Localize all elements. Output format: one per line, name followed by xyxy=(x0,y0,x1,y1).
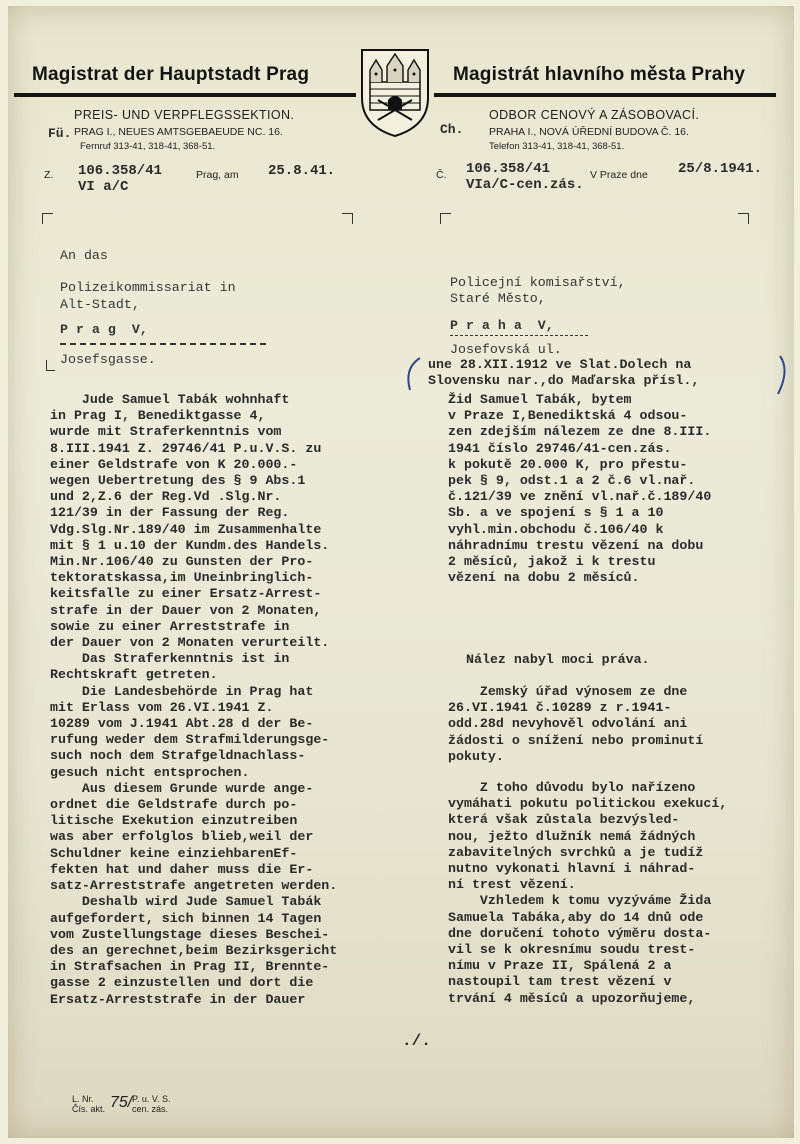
address-czech: PRAHA I., NOVÁ ÚŘEDNÍ BUDOVA Č. 16. xyxy=(489,126,689,138)
phone-czech: Telefon 313-41, 318-41, 368-51. xyxy=(489,141,625,152)
code-czech: Ch. xyxy=(440,122,464,137)
ref-place-czech: V Praze dne xyxy=(590,169,648,181)
ref-number-german: 106.358/41 xyxy=(78,163,163,179)
ref-sub-german: VI a/C xyxy=(78,179,129,195)
section-czech: ODBOR CENOVÝ A ZÁSOBOVACÍ. xyxy=(489,108,700,122)
handwritten-birth-note: une 28.XII.1912 ve Slat.Dolech na Slovensku nar.,do Maďarska přísl., xyxy=(428,357,700,389)
section-german: PREIS- UND VERPFLEGSSEKTION. xyxy=(74,108,295,122)
ref-label-z: Z. xyxy=(44,169,54,181)
recipient-czech-line1: Policejní komisařství, xyxy=(450,275,626,290)
header-rule-right xyxy=(434,93,776,97)
footer-label-4: cen. zás. xyxy=(132,1104,169,1114)
ref-label-c: Č. xyxy=(436,169,447,181)
recipient-german-line2: Polizeikommissariat in xyxy=(60,280,236,295)
header-title-czech: Magistrát hlavního města Prahy xyxy=(453,64,746,85)
body-text-czech-4: Z toho důvodu bylo nařízeno vymáhati pokutu politickou exekucí, která však zůstala bezvýsled- nou, ježto dlužník nemá žádných zabavitelných svrchků a je tudíž nutno vykonati hlavní i náhrad- ní trest vězení. Vzhledem k tomu vyzýváme Žida Samuela Tabáka,aby do 14 dnů ode dne doručení tohoto výměru dosta- vil se k okresnímu soudu trest- nímu v Praze II, Spálená 2 a nastoupil tam trest vězení v trvání 4 měsíců a upozorňujeme, xyxy=(448,780,728,1006)
recipient-czech-line2: Staré Město, xyxy=(450,291,546,306)
footer-number: 75/ xyxy=(110,1094,133,1111)
recipient-german-line4: P r a g V, xyxy=(60,322,148,337)
ref-date-czech: 25/8.1941. xyxy=(678,161,763,177)
continuation-mark: ./. xyxy=(402,1032,431,1050)
recipient-german-line5: Josefsgasse. xyxy=(60,352,156,367)
recipient-german-line1: An das xyxy=(60,248,108,263)
ref-sub-czech: VIa/C-cen.zás. xyxy=(466,177,584,193)
footer-label-3: P. u. V. S. xyxy=(132,1094,171,1104)
address-divider xyxy=(60,343,266,345)
header-rule-left xyxy=(14,93,356,97)
body-text-german: Jude Samuel Tabák wohnhaft in Prag I, Benediktgasse 4, wurde mit Straferkenntnis vom 8.III.1941 Z. 29746/41 P.u.V.S. zu einer Geldstrafe von K 20.000.- wegen Uebertretung des § 9 Abs.1 und 2,Z.6 der Reg.Vd .Slg.Nr. 121/39 in der Fassung der Reg. Vdg.Slg.Nr.189/40 im Zusammenhalte mit § 1 u.10 der Kundm.des Handels. Min.Nr.106/40 zu Gunsten der Pro- tektoratskassa,im Uneinbringlich- keitsfalle zu einer Ersatz-Arrest- strafe in der Dauer von 2 Monaten, sowie zu einer Arreststrafe in der Dauer von 2 Monaten verurteilt. Das Straferkenntnis ist in Rechtskraft getreten. Die Landesbehörde in Prag hat mit Erlass vom 26.VI.1941 Z. 10289 vom J.1941 Abt.28 d der Be- rufung weder dem Strafmilderungsge- such noch dem Strafgeldnachlass- gesuch nicht entsprochen. Aus diesem Grunde wurde ange- ordnet die Geldstrafe durch po- litische Exekution einzutreiben was aber erfolglos blieb,weil der Schuldner keine einziehbarenEf- fekten hat und daher muss die Er- satz-Arreststrafe angetreten werden. Deshalb wird Jude Samuel Tabák aufgefordert, sich binnen 14 Tagen vom Zustellungstage dieses Beschei- des an gerechnet,beim Bezirksgericht in Strafsachen in Prag II, Brennte- gasse 2 einzustellen und dort die Ersatz-Arreststrafe in der Dauer xyxy=(50,392,338,1007)
window-corner xyxy=(42,213,53,224)
footer-label-1: L. Nr. xyxy=(72,1094,94,1104)
recipient-german-line3: Alt-Stadt, xyxy=(60,297,140,312)
window-corner xyxy=(738,213,749,224)
ref-number-czech: 106.358/41 xyxy=(466,161,551,177)
body-text-czech-3: Zemský úřad výnosem ze dne 26.VI.1941 č.10289 z r.1941- odd.28d nevyhověl odvolání ani žádosti o snížení nebo prominutí pokuty. xyxy=(448,684,704,764)
recipient-czech-line3: P r a h a V, xyxy=(450,318,554,333)
phone-german: Fernruf 313-41, 318-41, 368-51. xyxy=(80,141,216,152)
code-german: Fü. xyxy=(48,126,72,141)
window-corner xyxy=(440,213,451,224)
window-corner xyxy=(46,360,55,371)
body-text-czech-2: Nález nabyl moci práva. xyxy=(466,652,650,667)
body-text-czech-1: Žid Samuel Tabák, bytem v Praze I,Benediktská 4 odsou- zen zdejším nálezem ze dne 8.III. 1941 číslo 29746/41-cen.zás. k pokutě 20.000 K, pro přestu- pek § 9, odst.1 a 2 č.6 vl.nař. č.121/39 ve znění vl.nař.č.189/40 Sb. a ve spojení s § 1 a 10 vyhl.min.obchodu č.106/40 k náhradnímu trestu vězení na dobu 2 měsíců, jakož i k trestu vězení na dobu 2 měsíců. xyxy=(448,392,712,586)
recipient-czech-line4: Josefovská ul. xyxy=(450,342,562,357)
ref-date-german: 25.8.41. xyxy=(268,163,336,179)
address-underline xyxy=(450,335,588,336)
header-title-german: Magistrat der Hauptstadt Prag xyxy=(32,64,310,85)
ref-place-german: Prag, am xyxy=(196,169,239,181)
footer-label-2: Čís. akt. xyxy=(72,1104,106,1114)
prague-coat-of-arms-icon xyxy=(358,46,432,138)
address-german: PRAG I., NEUES AMTSGEBAEUDE NC. 16. xyxy=(74,126,283,138)
window-corner xyxy=(342,213,353,224)
